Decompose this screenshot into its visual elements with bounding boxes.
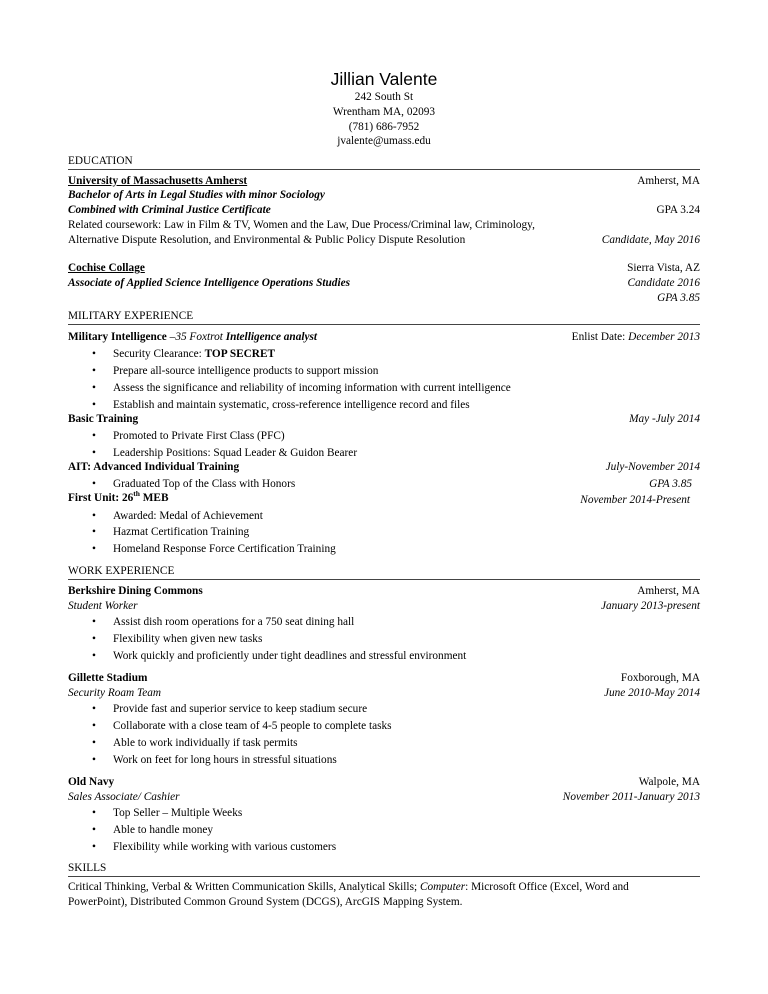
first-unit-bullet-1: Awarded: Medal of Achievement — [113, 510, 263, 522]
bullet-icon: • — [92, 650, 96, 662]
list-item — [92, 381, 511, 395]
ait-date: July-November 2014 — [605, 461, 700, 473]
bullet-icon: • — [92, 543, 96, 555]
first-unit-title-sup: th — [133, 489, 140, 499]
mi-role-italic: 35 Foxtrot — [175, 331, 223, 343]
skills-line-1a: Critical Thinking, Verbal & Written Communication Skills, Analytical Skills; — [68, 881, 420, 893]
list-item — [92, 632, 262, 646]
cochise-candidate: Candidate 2016 — [627, 277, 700, 289]
applicant-name: Jillian Valente — [330, 69, 438, 89]
ait-title-a: AIT — [68, 461, 88, 473]
bullet-icon: • — [92, 737, 96, 749]
basic-training-title: Basic Training — [68, 413, 139, 425]
bullet-icon: • — [92, 430, 96, 442]
umass-gpa: GPA 3.24 — [656, 204, 700, 216]
list-item — [92, 806, 242, 820]
umass-location: Amherst, MA — [637, 175, 700, 187]
list-item — [92, 840, 336, 854]
berkshire-bullet-1: Assist dish room operations for a 750 seat dining hall — [113, 616, 355, 628]
bullet-icon: • — [92, 754, 96, 766]
bullet-icon: • — [92, 807, 96, 819]
military-section-heading: MILITARY EXPERIENCE — [68, 310, 700, 325]
skills-line-1 — [68, 880, 629, 894]
basic-bullet-1: Promoted to Private First Class (PFC) — [113, 430, 285, 442]
gillette-role: Security Roam Team — [68, 687, 162, 699]
list-item — [92, 649, 466, 663]
first-unit-bullet-3: Homeland Response Force Certification Training — [113, 543, 336, 555]
ait-title-c: Advanced Individual Training — [93, 461, 240, 473]
gillette-employer: Gillette Stadium — [68, 672, 148, 684]
list-item — [92, 719, 392, 733]
mi-enlist-label: Enlist Date: — [571, 331, 629, 343]
bullet-icon: • — [92, 616, 96, 628]
mi-bullet-3: Assess the significance and reliability of incoming information with current intelligence — [113, 382, 511, 394]
list-item — [92, 823, 213, 837]
umass-coursework-line-2: Alternative Dispute Resolution, and Environmental & Public Policy Dispute Resolution — [68, 234, 466, 246]
mi-enlist-value: December 2013 — [628, 331, 700, 343]
ait-gpa: GPA 3.85 — [649, 478, 692, 490]
list-item — [92, 525, 249, 539]
list-item — [92, 509, 263, 523]
first-unit-title — [68, 491, 169, 505]
bullet-icon: • — [92, 526, 96, 538]
cochise-gpa: GPA 3.85 — [657, 292, 700, 304]
gillette-bullet-1: Provide fast and superior service to keep stadium secure — [113, 703, 368, 715]
ait-title-b: : — [87, 461, 94, 473]
list-item — [92, 429, 285, 443]
city-address: Wrentham MA, 02093 — [332, 105, 436, 118]
list-item — [92, 542, 336, 556]
umass-degree: Bachelor of Arts in Legal Studies with minor Sociology — [68, 189, 325, 201]
oldnavy-employer: Old Navy — [68, 776, 115, 788]
skills-line-1c: : Microsoft Office (Excel, Word and — [465, 881, 629, 893]
first-unit-bullet-2: Hazmat Certification Training — [113, 526, 250, 538]
bullet-icon: • — [92, 841, 96, 853]
education-section-heading: EDUCATION — [68, 155, 700, 170]
mi-bullet-1-bold: TOP SECRET — [204, 348, 276, 360]
mi-enlist-date — [572, 330, 700, 344]
skills-computer-label: Computer — [419, 881, 466, 893]
gillette-date: June 2010-May 2014 — [604, 687, 700, 699]
berkshire-date: January 2013-present — [600, 600, 700, 612]
list-item — [92, 615, 354, 629]
bullet-icon: • — [92, 720, 96, 732]
bullet-icon: • — [92, 348, 96, 360]
cochise-degree: Associate of Applied Science Intelligence Operations Studies — [68, 277, 350, 289]
berkshire-bullet-2: Flexibility when given new tasks — [113, 633, 263, 645]
list-item — [92, 736, 298, 750]
umass-candidate: Candidate, May 2016 — [601, 234, 700, 246]
gillette-bullet-3: Able to work individually if task permits — [113, 737, 298, 749]
street-address: 242 South St — [354, 91, 414, 103]
gillette-location: Foxborough, MA — [620, 672, 700, 684]
mi-role-analyst: Intelligence analyst — [222, 331, 318, 343]
list-item — [92, 398, 470, 412]
military-intelligence-role — [68, 330, 317, 344]
umass-school: University of Massachusetts Amherst — [68, 175, 248, 187]
email-address: jvalente@umass.edu — [337, 135, 431, 148]
cochise-school: Cochise Collage — [68, 262, 145, 274]
list-item — [92, 753, 337, 767]
oldnavy-bullet-2: Able to handle money — [113, 824, 214, 836]
oldnavy-location: Walpole, MA — [638, 776, 700, 788]
mi-bullet-4: Establish and maintain systematic, cross-reference intelligence record and files — [113, 399, 470, 411]
oldnavy-bullet-1: Top Seller – Multiple Weeks — [113, 807, 243, 819]
bullet-icon: • — [92, 399, 96, 411]
basic-training-date: May -July 2014 — [629, 413, 700, 425]
work-section-heading: WORK EXPERIENCE — [68, 565, 700, 580]
phone-number: (781) 686-7952 — [348, 120, 420, 133]
bullet-icon: • — [92, 824, 96, 836]
list-item — [92, 702, 367, 716]
first-unit-date: November 2014-Present — [580, 494, 690, 506]
skills-line-2: PowerPoint), Distributed Common Ground System (DCGS), ArcGIS Mapping System. — [68, 896, 463, 908]
skills-section-heading: SKILLS — [68, 862, 700, 877]
list-item — [92, 347, 275, 361]
bullet-icon: • — [92, 703, 96, 715]
bullet-icon: • — [92, 633, 96, 645]
bullet-icon: • — [92, 447, 96, 459]
umass-coursework-line-1: Related coursework: Law in Film & TV, Women and the Law, Due Process/Criminal law, Criminology, — [68, 219, 535, 231]
gillette-bullet-2: Collaborate with a close team of 4-5 people to complete tasks — [113, 720, 392, 732]
berkshire-role: Student Worker — [68, 600, 138, 612]
bullet-icon: • — [92, 478, 96, 490]
list-item — [92, 446, 357, 460]
gillette-bullet-4: Work on feet for long hours in stressful situations — [113, 754, 337, 766]
cochise-location: Sierra Vista, AZ — [627, 262, 700, 274]
berkshire-location: Amherst, MA — [637, 585, 700, 597]
first-unit-title-a: First Unit: 26 — [68, 492, 134, 504]
bullet-icon: • — [92, 510, 96, 522]
list-item — [92, 477, 295, 491]
umass-certificate: Combined with Criminal Justice Certificate — [68, 204, 271, 216]
mi-bullet-2: Prepare all-source intelligence products to support mission — [113, 365, 379, 377]
oldnavy-date: November 2011-January 2013 — [562, 791, 700, 803]
mi-role-bold: Military Intelligence — [68, 331, 167, 343]
berkshire-bullet-3: Work quickly and proficiently under tight deadlines and stressful environment — [113, 650, 467, 662]
resume-header — [0, 68, 768, 149]
berkshire-employer: Berkshire Dining Commons — [68, 585, 203, 597]
mi-role-dash: – — [166, 331, 176, 343]
bullet-icon: • — [92, 382, 96, 394]
ait-title — [68, 460, 239, 474]
mi-bullet-1-pre: Security Clearance: — [113, 348, 205, 360]
ait-bullet-1: Graduated Top of the Class with Honors — [113, 478, 296, 490]
list-item — [92, 364, 378, 378]
bullet-icon: • — [92, 365, 96, 377]
oldnavy-bullet-3: Flexibility while working with various customers — [113, 841, 337, 853]
first-unit-title-b: MEB — [139, 492, 169, 504]
basic-bullet-2: Leadership Positions: Squad Leader & Guidon Bearer — [113, 447, 358, 459]
oldnavy-role: Sales Associate/ Cashier — [68, 791, 180, 803]
